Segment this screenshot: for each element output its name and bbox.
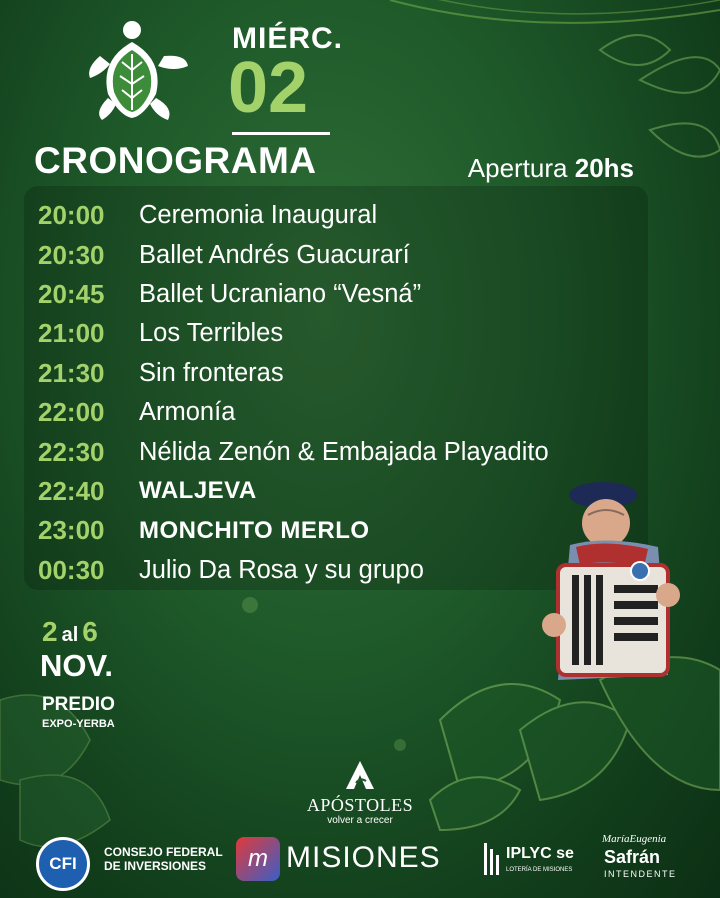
cfi-line-1: CONSEJO FEDERAL	[104, 845, 223, 859]
schedule-time: 20:30	[38, 239, 105, 270]
turtle-leaf-logo	[82, 20, 192, 125]
safran-name: Safrán	[604, 847, 661, 867]
schedule-row	[38, 354, 549, 393]
apostoles-name: APÓSTOLES	[306, 795, 414, 815]
range-start: 2	[42, 616, 58, 647]
schedule-act: Ceremonia Inaugural	[139, 201, 378, 230]
cfi-line-2: DE INVERSIONES	[104, 859, 207, 873]
schedule-act: Los Terribles	[139, 319, 284, 348]
apostoles-mark	[342, 757, 378, 791]
opening-hour: 20hs	[574, 153, 634, 183]
range-end: 6	[82, 616, 98, 647]
schedule-row	[38, 393, 549, 432]
date-underline	[232, 132, 330, 135]
schedule-list	[38, 196, 549, 590]
schedule-time: 21:00	[38, 318, 105, 349]
schedule-act: MONCHITO MERLO	[139, 516, 370, 544]
accordion-player-photo	[518, 475, 718, 705]
iplyc-name: IPLYC se	[506, 845, 574, 862]
schedule-act: WALJEVA	[139, 477, 257, 505]
schedule-act: Ballet Andrés Guacurarí	[139, 240, 410, 269]
event-date-range	[42, 616, 98, 648]
schedule-time: 00:30	[38, 554, 105, 585]
schedule-time: 23:00	[38, 515, 105, 546]
schedule-act: Armonía	[139, 398, 236, 427]
safran-signature: MaríaEugenia	[602, 833, 667, 845]
schedule-time: 21:30	[38, 357, 105, 388]
schedule-row	[38, 196, 549, 235]
opening-label: Apertura	[467, 153, 568, 183]
schedule-time: 20:45	[38, 278, 105, 309]
schedule-row	[38, 275, 549, 314]
schedule-time: 22:30	[38, 436, 105, 467]
schedule-row	[38, 511, 549, 550]
event-day: MIÉRC.	[232, 22, 343, 55]
iplyc-mark-icon	[482, 843, 502, 875]
opening-time	[468, 153, 634, 184]
schedule-row	[38, 551, 549, 590]
event-month: NOV.	[40, 648, 113, 683]
cfi-name	[104, 845, 223, 873]
schedule-row	[38, 432, 549, 471]
schedule-time: 20:00	[38, 200, 105, 231]
schedule-row	[38, 314, 549, 353]
schedule-act: Ballet Ucraniano “Vesná”	[139, 279, 422, 308]
misiones-name: MISIONES	[286, 841, 441, 874]
page-title: CRONOGRAMA	[34, 140, 317, 181]
schedule-time: 22:40	[38, 475, 105, 506]
misiones-icon: m	[236, 837, 280, 881]
sponsor-footer	[0, 825, 720, 898]
schedule-time: 22:00	[38, 397, 105, 428]
schedule-act: Julio Da Rosa y su grupo	[139, 555, 424, 584]
schedule-row	[38, 472, 549, 511]
schedule-act: Nélida Zenón & Embajada Playadito	[139, 437, 549, 466]
safran-role: INTENDENTE	[604, 869, 677, 879]
range-word: al	[61, 624, 79, 646]
cfi-logo: CFI	[36, 837, 90, 891]
iplyc-sub: LOTERÍA DE MISIONES	[506, 867, 573, 873]
schedule-row	[38, 235, 549, 274]
event-venue: PREDIO	[42, 694, 115, 715]
event-venue-sub: EXPO-YERBA	[42, 718, 115, 730]
apostoles-tagline: volver a crecer	[327, 815, 393, 826]
event-date: 02	[228, 48, 309, 128]
schedule-act: Sin fronteras	[139, 358, 284, 387]
